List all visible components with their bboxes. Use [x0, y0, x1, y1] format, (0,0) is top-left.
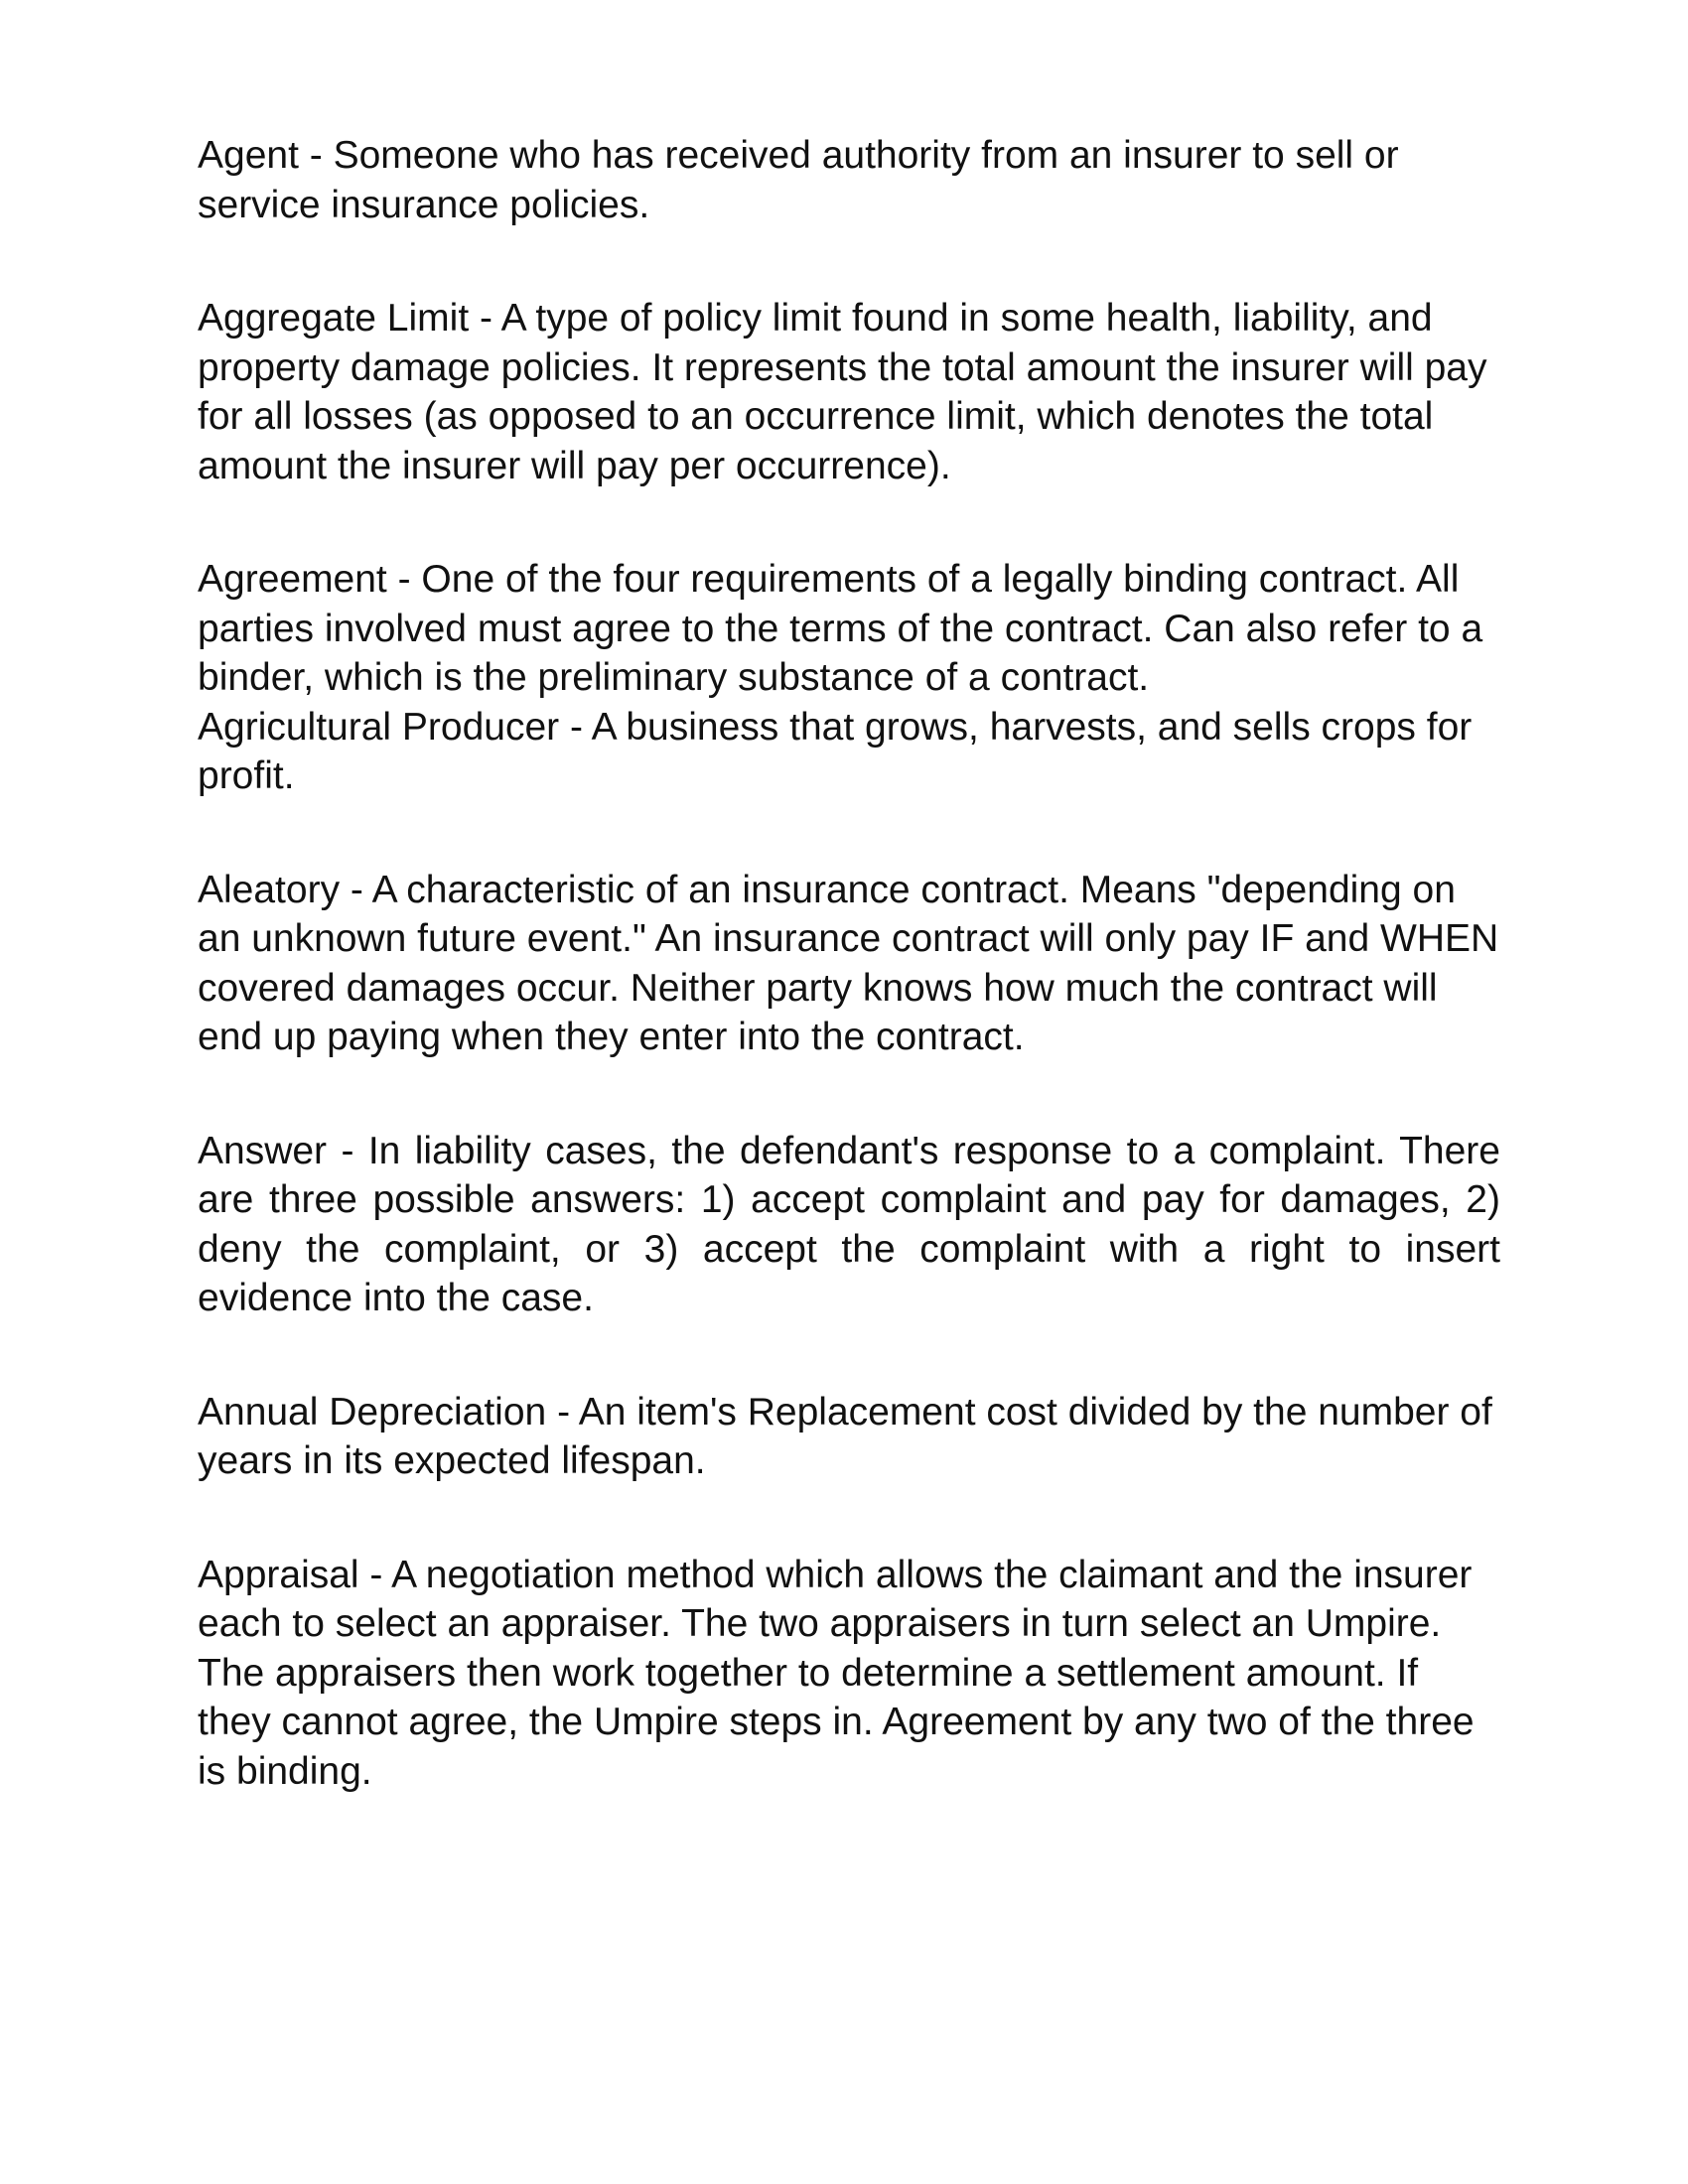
glossary-entry-agent: Agent - Someone who has received authority from an insurer to sell or service insurance policies. [198, 134, 1399, 226]
glossary-entry-agricultural-producer: Agricultural Producer - A business that grows, harvests, and sells crops for profit. [198, 705, 1473, 797]
glossary-entry-aleatory: Aleatory - A characteristic of an insurance contract. Means "depending on an unknown future event." An insurance contract will only pay IF and WHEN covered damages occur. Neither party knows how much the contract will end up paying when they enter into the contract. [198, 868, 1499, 1058]
glossary-entry-appraisal: Appraisal - A negotiation method which allows the claimant and the insurer each to select an appraiser. The two appraisers in turn select an Umpire. The appraisers then work together to determine a settlement amount. If they cannot agree, the Umpire steps in. Agreement by any two of the three is binding. [198, 1553, 1475, 1793]
glossary-entry-agreement: Agreement - One of the four requirements of a legally binding contract. All parties involved must agree to the terms of the contract. Can also refer to a binder, which is the preliminary substance of a contract. [198, 558, 1483, 699]
glossary-entry-answer: Answer - In liability cases, the defendant's response to a complaint. There are three possible answers: 1) accept complaint and pay for damages, 2) deny the complaint, or 3) accept the complaint with a right to insert evidence into the case. [198, 1129, 1500, 1319]
glossary-content [198, 131, 1500, 1860]
glossary-entry-aggregate-limit: Aggregate Limit - A type of policy limit found in some health, liability, and property damage policies. It represents the total amount the insurer will pay for all losses (as opposed to an occurrence limit, which denotes the total amount the insurer will pay per occurrence). [198, 297, 1487, 487]
glossary-entry-annual-depreciation: Annual Depreciation - An item's Replacement cost divided by the number of years in its expected lifespan. [198, 1390, 1492, 1482]
